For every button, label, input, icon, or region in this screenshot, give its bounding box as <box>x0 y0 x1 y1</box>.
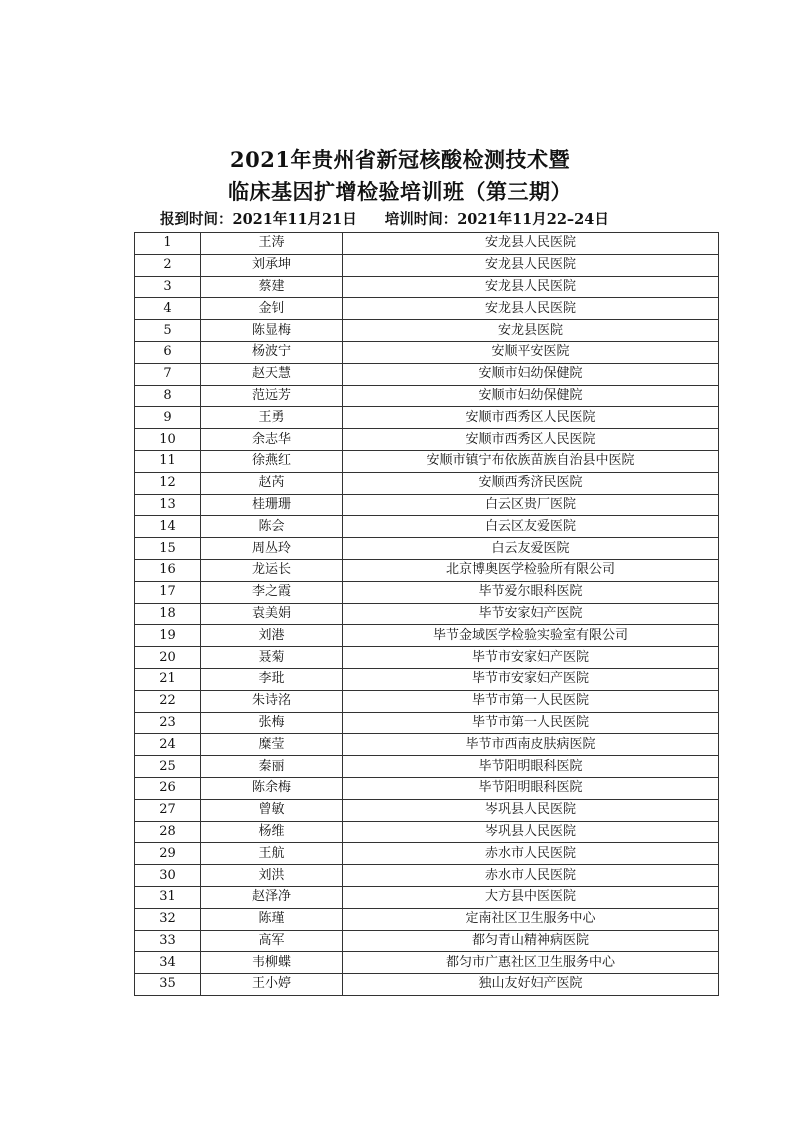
participant-organization: 白云区友爱医院 <box>343 516 719 538</box>
participant-name: 刘承坤 <box>201 254 343 276</box>
participant-table-body <box>135 233 719 996</box>
participant-name: 李玭 <box>201 668 343 690</box>
participant-name: 桂珊珊 <box>201 494 343 516</box>
row-number: 9 <box>135 407 201 429</box>
participant-name: 赵泽净 <box>201 886 343 908</box>
participant-name: 张梅 <box>201 712 343 734</box>
participant-name: 陈瑾 <box>201 908 343 930</box>
table-row <box>135 777 719 799</box>
row-number: 12 <box>135 472 201 494</box>
participant-organization: 安龙县人民医院 <box>343 233 719 255</box>
table-row <box>135 559 719 581</box>
participant-organization: 安龙县人民医院 <box>343 298 719 320</box>
report-time: 报到时间：2021年11月21日 <box>160 211 357 228</box>
row-number: 8 <box>135 385 201 407</box>
participant-organization: 毕节阳明眼科医院 <box>343 777 719 799</box>
participant-name: 杨波宁 <box>201 341 343 363</box>
row-number: 35 <box>135 974 201 996</box>
row-number: 16 <box>135 559 201 581</box>
table-row <box>135 233 719 255</box>
participant-organization: 安龙县人民医院 <box>343 254 719 276</box>
row-number: 6 <box>135 341 201 363</box>
row-number: 11 <box>135 450 201 472</box>
participant-organization: 毕节市西南皮肤病医院 <box>343 734 719 756</box>
row-number: 32 <box>135 908 201 930</box>
participant-organization: 都匀市广惠社区卫生服务中心 <box>343 952 719 974</box>
participant-name: 赵芮 <box>201 472 343 494</box>
participant-organization: 赤水市人民医院 <box>343 843 719 865</box>
table-row <box>135 821 719 843</box>
participant-organization: 毕节阳明眼科医院 <box>343 756 719 778</box>
row-number: 33 <box>135 930 201 952</box>
participant-name: 龙运长 <box>201 559 343 581</box>
row-number: 5 <box>135 320 201 342</box>
row-number: 31 <box>135 886 201 908</box>
participant-organization: 毕节市第一人民医院 <box>343 690 719 712</box>
participant-name: 糜莹 <box>201 734 343 756</box>
row-number: 24 <box>135 734 201 756</box>
participant-name: 范远芳 <box>201 385 343 407</box>
row-number: 10 <box>135 429 201 451</box>
table-row <box>135 472 719 494</box>
table-row <box>135 668 719 690</box>
table-row <box>135 254 719 276</box>
table-row <box>135 865 719 887</box>
participant-organization: 安顺市西秀区人民医院 <box>343 407 719 429</box>
participant-name: 朱诗洺 <box>201 690 343 712</box>
training-time: 培训时间：2021年11月22–24日 <box>384 211 609 228</box>
participant-organization: 毕节市安家妇产医院 <box>343 668 719 690</box>
table-row <box>135 450 719 472</box>
table-row <box>135 886 719 908</box>
participant-name: 曾敏 <box>201 799 343 821</box>
row-number: 27 <box>135 799 201 821</box>
participant-organization: 毕节市第一人民医院 <box>343 712 719 734</box>
participant-organization: 定南社区卫生服务中心 <box>343 908 719 930</box>
participant-organization: 安顺市西秀区人民医院 <box>343 429 719 451</box>
table-row <box>135 756 719 778</box>
participant-name: 徐燕红 <box>201 450 343 472</box>
table-row <box>135 690 719 712</box>
participant-organization: 安龙县人民医院 <box>343 276 719 298</box>
table-row <box>135 494 719 516</box>
participant-organization: 安顺市妇幼保健院 <box>343 363 719 385</box>
table-row <box>135 341 719 363</box>
participant-name: 聂菊 <box>201 647 343 669</box>
table-row <box>135 429 719 451</box>
participant-name: 刘洪 <box>201 865 343 887</box>
table-row <box>135 647 719 669</box>
participant-name: 李之霞 <box>201 581 343 603</box>
table-row <box>135 908 719 930</box>
participant-name: 高军 <box>201 930 343 952</box>
table-row <box>135 385 719 407</box>
table-row <box>135 276 719 298</box>
row-number: 2 <box>135 254 201 276</box>
participant-organization: 大方县中医医院 <box>343 886 719 908</box>
participant-organization: 毕节爱尔眼科医院 <box>343 581 719 603</box>
participant-name: 王小婷 <box>201 974 343 996</box>
row-number: 30 <box>135 865 201 887</box>
participant-organization: 都匀青山精神病医院 <box>343 930 719 952</box>
schedule-line <box>160 208 609 229</box>
table-row <box>135 603 719 625</box>
row-number: 22 <box>135 690 201 712</box>
participant-organization: 毕节金域医学检验实验室有限公司 <box>343 625 719 647</box>
row-number: 4 <box>135 298 201 320</box>
participant-organization: 安顺市妇幼保健院 <box>343 385 719 407</box>
participant-name: 王航 <box>201 843 343 865</box>
row-number: 21 <box>135 668 201 690</box>
participant-organization: 安龙县医院 <box>343 320 719 342</box>
participant-table <box>134 232 719 996</box>
table-row <box>135 407 719 429</box>
row-number: 1 <box>135 233 201 255</box>
row-number: 3 <box>135 276 201 298</box>
participant-organization: 毕节安家妇产医院 <box>343 603 719 625</box>
participant-name: 陈会 <box>201 516 343 538</box>
table-row <box>135 952 719 974</box>
document-title-line2: 临床基因扩增检验培训班（第三期） <box>228 179 572 204</box>
participant-name: 陈显梅 <box>201 320 343 342</box>
row-number: 19 <box>135 625 201 647</box>
participant-organization: 安顺平安医院 <box>343 341 719 363</box>
participant-organization: 毕节市安家妇产医院 <box>343 647 719 669</box>
participant-name: 王勇 <box>201 407 343 429</box>
participant-organization: 安顺市镇宁布依族苗族自治县中医院 <box>343 450 719 472</box>
row-number: 29 <box>135 843 201 865</box>
participant-name: 韦柳蝶 <box>201 952 343 974</box>
participant-organization: 北京博奥医学检验所有限公司 <box>343 559 719 581</box>
participant-organization: 岑巩县人民医院 <box>343 821 719 843</box>
row-number: 13 <box>135 494 201 516</box>
participant-name: 陈余梅 <box>201 777 343 799</box>
row-number: 14 <box>135 516 201 538</box>
row-number: 26 <box>135 777 201 799</box>
participant-name: 余志华 <box>201 429 343 451</box>
participant-organization: 赤水市人民医院 <box>343 865 719 887</box>
table-row <box>135 974 719 996</box>
table-row <box>135 516 719 538</box>
document-title-line1: 2021年贵州省新冠核酸检测技术暨 <box>230 147 570 172</box>
participant-name: 赵天慧 <box>201 363 343 385</box>
table-row <box>135 843 719 865</box>
table-row <box>135 799 719 821</box>
participant-organization: 白云友爱医院 <box>343 538 719 560</box>
row-number: 7 <box>135 363 201 385</box>
participant-organization: 岑巩县人民医院 <box>343 799 719 821</box>
row-number: 25 <box>135 756 201 778</box>
table-row <box>135 581 719 603</box>
participant-name: 蔡建 <box>201 276 343 298</box>
table-row <box>135 298 719 320</box>
table-row <box>135 712 719 734</box>
table-row <box>135 320 719 342</box>
table-row <box>135 363 719 385</box>
row-number: 17 <box>135 581 201 603</box>
participant-name: 周丛玲 <box>201 538 343 560</box>
table-row <box>135 734 719 756</box>
table-row <box>135 538 719 560</box>
row-number: 28 <box>135 821 201 843</box>
row-number: 15 <box>135 538 201 560</box>
participant-organization: 安顺西秀济民医院 <box>343 472 719 494</box>
table-row <box>135 930 719 952</box>
participant-name: 杨维 <box>201 821 343 843</box>
participant-organization: 独山友好妇产医院 <box>343 974 719 996</box>
row-number: 23 <box>135 712 201 734</box>
table-row <box>135 625 719 647</box>
participant-name: 金钊 <box>201 298 343 320</box>
row-number: 20 <box>135 647 201 669</box>
participant-name: 秦丽 <box>201 756 343 778</box>
row-number: 34 <box>135 952 201 974</box>
participant-name: 刘港 <box>201 625 343 647</box>
participant-name: 王涛 <box>201 233 343 255</box>
participant-name: 袁美娟 <box>201 603 343 625</box>
row-number: 18 <box>135 603 201 625</box>
participant-organization: 白云区贵厂医院 <box>343 494 719 516</box>
